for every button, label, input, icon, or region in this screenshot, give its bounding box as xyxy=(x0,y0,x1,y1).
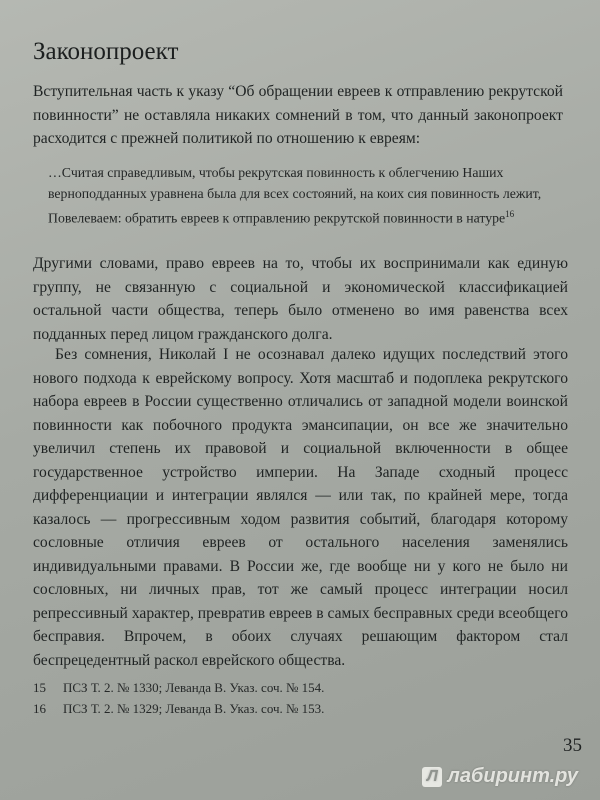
decree-quote-text: …Считая справедливым, чтобы рекрутская повинность к облегчению Наших верноподданных уравнена была для всех состояний, на коих сия повинность лежит, Повелеваем: обратить евреев к отправлению рекрутской повинности в натуре xyxy=(48,165,542,226)
intro-paragraph: Вступительная часть к указу “Об обращении евреев к отправлению рекрутской повинности” не оставляла никаких сомнений в том, что данный законопроект расходится с прежней политикой по отношению к евреям: xyxy=(33,83,563,147)
footnote-number: 16 xyxy=(33,701,46,716)
footnote-text: ПСЗ Т. 2. № 1329; Леванда В. Указ. соч. № 153. xyxy=(63,701,325,716)
labirint-logo-icon: Л xyxy=(422,767,442,787)
paragraph-1: Другими словами, право евреев на то, чтобы их воспринимали как единую группу, не связанную с социальной и экономической классификацией остальной части общества, теперь было отменено во имя равенства всех подданных перед лицом гражданского долга. xyxy=(33,255,568,343)
section-heading: Законопроект xyxy=(33,38,179,65)
footnote-number: 15 xyxy=(33,680,46,695)
footnote-text: ПСЗ Т. 2. № 1330; Леванда В. Указ. соч. № 154. xyxy=(63,680,325,695)
bleed-through-text xyxy=(330,0,600,30)
decree-quote xyxy=(48,163,560,229)
footnote-16 xyxy=(33,698,553,719)
footnote-15 xyxy=(33,677,553,698)
footnotes xyxy=(33,677,553,719)
footnote-ref-16: 16 xyxy=(505,209,515,219)
page-number: 35 xyxy=(563,735,582,756)
watermark-text: лабиринт.ру xyxy=(447,765,578,787)
watermark xyxy=(422,765,578,788)
paragraph-2: Без сомнения, Николай I не осознавал далеко идущих последствий этого нового подхода к еврейскому вопросу. Хотя масштаб и подоплека рекрутского набора евреев в России существенно отличались от западной модели воинской повинности как побочного продукта эмансипации, он все же значительно увеличил степень их правовой и социальной включенности в общее государственное устройство империи. На Западе сходный процесс дифференциации и интеграции являлся — или так, по крайней мере, тогда казалось — прогрессивным ходом развития событий, благодаря которому сословные отличия евреев от остального населения заменялись индивидуальными правами. В России же, где вообще ни у кого не было ни сословных, ни личных прав, тот же самый процесс интеграции носил репрессивный характер, превратив евреев в самых бесправных среди всеобщего бесправия. Впрочем, в обоих случаях решающим фактором стал беспрецедентный раскол еврейского общества. xyxy=(33,346,568,669)
